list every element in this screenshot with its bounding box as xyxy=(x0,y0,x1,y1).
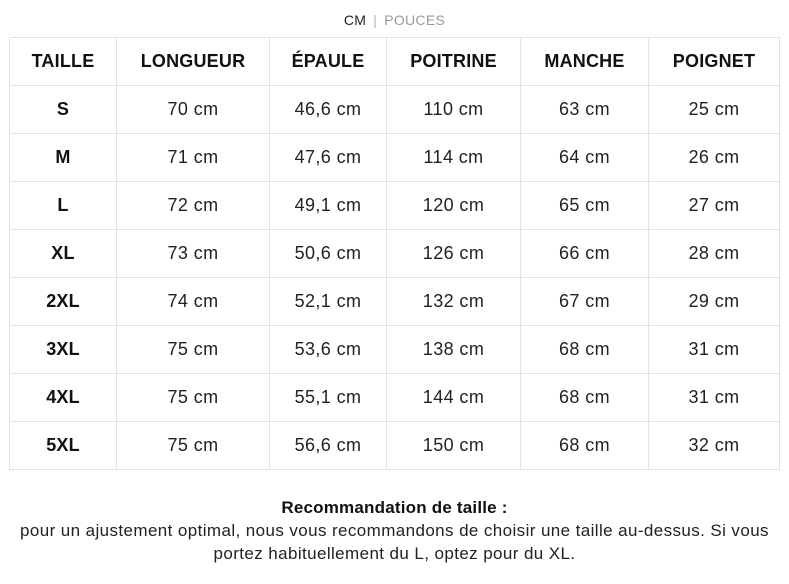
table-cell: 65 cm xyxy=(521,182,649,230)
table-cell: 28 cm xyxy=(649,230,780,278)
table-cell: 73 cm xyxy=(117,230,270,278)
table-cell: 66 cm xyxy=(521,230,649,278)
table-header-row xyxy=(10,38,780,86)
table-cell: 75 cm xyxy=(117,374,270,422)
table-cell: 144 cm xyxy=(387,374,521,422)
table-cell: 27 cm xyxy=(649,182,780,230)
table-cell: 68 cm xyxy=(521,422,649,470)
column-header-taille: TAILLE xyxy=(10,38,117,86)
table-row xyxy=(10,230,780,278)
table-cell: 64 cm xyxy=(521,134,649,182)
table-row xyxy=(10,86,780,134)
table-row xyxy=(10,182,780,230)
table-cell: 110 cm xyxy=(387,86,521,134)
table-cell: 31 cm xyxy=(649,326,780,374)
table-row xyxy=(10,326,780,374)
table-cell: 75 cm xyxy=(117,422,270,470)
table-cell: 114 cm xyxy=(387,134,521,182)
table-cell: 50,6 cm xyxy=(270,230,387,278)
size-label: S xyxy=(10,86,117,134)
table-cell: 26 cm xyxy=(649,134,780,182)
size-chart-table xyxy=(9,37,780,470)
size-label: M xyxy=(10,134,117,182)
table-cell: 70 cm xyxy=(117,86,270,134)
column-header-poignet: POIGNET xyxy=(649,38,780,86)
column-header-poitrine: POITRINE xyxy=(387,38,521,86)
column-header-epaule: ÉPAULE xyxy=(270,38,387,86)
size-label: 3XL xyxy=(10,326,117,374)
table-cell: 29 cm xyxy=(649,278,780,326)
table-row xyxy=(10,134,780,182)
table-cell: 52,1 cm xyxy=(270,278,387,326)
table-cell: 31 cm xyxy=(649,374,780,422)
table-cell: 67 cm xyxy=(521,278,649,326)
unit-toggle xyxy=(0,11,789,29)
unit-cm-tab[interactable]: CM xyxy=(343,12,367,28)
column-header-longueur: LONGUEUR xyxy=(117,38,270,86)
table-cell: 138 cm xyxy=(387,326,521,374)
unit-separator: | xyxy=(373,12,378,28)
table-cell: 56,6 cm xyxy=(270,422,387,470)
table-cell: 75 cm xyxy=(117,326,270,374)
table-cell: 126 cm xyxy=(387,230,521,278)
column-header-manche: MANCHE xyxy=(521,38,649,86)
size-label: L xyxy=(10,182,117,230)
table-cell: 120 cm xyxy=(387,182,521,230)
table-cell: 55,1 cm xyxy=(270,374,387,422)
table-cell: 32 cm xyxy=(649,422,780,470)
table-cell: 150 cm xyxy=(387,422,521,470)
table-row xyxy=(10,374,780,422)
table-cell: 25 cm xyxy=(649,86,780,134)
table-cell: 71 cm xyxy=(117,134,270,182)
table-cell: 74 cm xyxy=(117,278,270,326)
size-recommendation xyxy=(0,497,789,565)
unit-inches-tab[interactable]: POUCES xyxy=(384,12,446,28)
table-row xyxy=(10,422,780,470)
table-cell: 63 cm xyxy=(521,86,649,134)
size-label: 4XL xyxy=(10,374,117,422)
recommendation-text: pour un ajustement optimal, nous vous recommandons de choisir une taille au-dessus. Si vous portez habituellement du L, optez pour du XL. xyxy=(20,521,769,563)
size-label: 5XL xyxy=(10,422,117,470)
size-label: 2XL xyxy=(10,278,117,326)
table-row xyxy=(10,278,780,326)
table-cell: 72 cm xyxy=(117,182,270,230)
table-cell: 46,6 cm xyxy=(270,86,387,134)
recommendation-title: Recommandation de taille : xyxy=(281,498,508,517)
table-cell: 68 cm xyxy=(521,326,649,374)
size-label: XL xyxy=(10,230,117,278)
table-cell: 47,6 cm xyxy=(270,134,387,182)
table-cell: 53,6 cm xyxy=(270,326,387,374)
table-cell: 68 cm xyxy=(521,374,649,422)
table-cell: 132 cm xyxy=(387,278,521,326)
table-cell: 49,1 cm xyxy=(270,182,387,230)
